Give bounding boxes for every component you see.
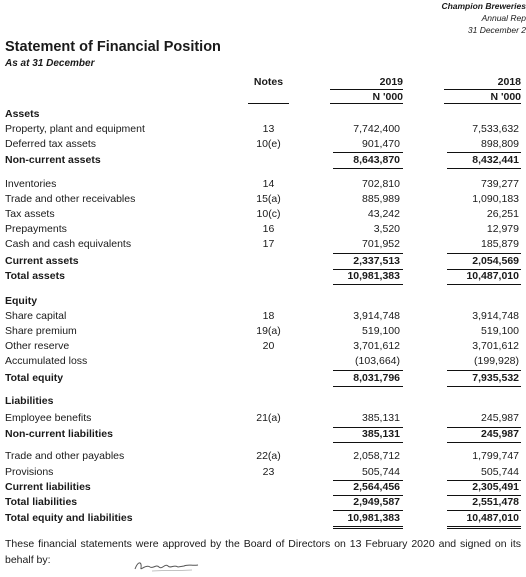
value-2019: 43,242 [367, 208, 400, 220]
subtotal-row [0, 153, 526, 168]
year-2019-column-header [330, 73, 403, 104]
subtotal-row [0, 480, 526, 495]
divider [447, 168, 521, 169]
section-heading-liabilities [0, 394, 526, 409]
row-label: Total assets [5, 270, 65, 282]
table-row [0, 177, 526, 192]
value-2018: 505,744 [481, 466, 519, 478]
divider [447, 528, 521, 529]
value-2019: 10,981,383 [347, 270, 400, 282]
section-heading-equity [0, 294, 526, 309]
value-2018: 1,090,183 [472, 193, 519, 205]
row-note: 10(e) [256, 138, 281, 150]
value-2019: 901,470 [362, 138, 400, 150]
row-label: Total liabilities [5, 496, 78, 508]
row-label: Other reserve [5, 340, 70, 352]
table-row [0, 354, 526, 369]
value-2018: (199,928) [474, 355, 519, 367]
value-2018: 7,935,532 [472, 372, 519, 384]
value-2018: 2,305,491 [472, 481, 519, 493]
row-label: Assets [5, 108, 40, 120]
row-label: Liabilities [5, 395, 54, 407]
row-label: Property, plant and equipment [5, 123, 145, 135]
value-2019: (103,664) [355, 355, 400, 367]
row-note: 22(a) [256, 450, 281, 462]
year-2018-column-header [444, 73, 521, 104]
row-label: Cash and cash equivalents [5, 238, 132, 250]
table-row [0, 324, 526, 339]
total-row [0, 269, 526, 284]
total-row [0, 495, 526, 510]
value-2019: 8,643,870 [353, 154, 400, 166]
total-row [0, 371, 526, 386]
row-note: 21(a) [256, 412, 281, 424]
row-note: 10(c) [256, 208, 281, 220]
row-label: Deferred tax assets [5, 138, 97, 150]
value-2019: 385,131 [362, 428, 400, 440]
row-note: 14 [262, 178, 275, 190]
value-2019: 8,031,796 [353, 372, 400, 384]
value-2018: 245,987 [481, 412, 519, 424]
row-label: Inventories [5, 178, 57, 190]
value-2019: 2,949,587 [353, 496, 400, 508]
divider [333, 528, 403, 529]
value-2018: 12,979 [486, 223, 519, 235]
notes-column-header: Notes [248, 73, 289, 104]
report-date: 31 December 2 [467, 25, 526, 35]
value-2018: 10,487,010 [466, 270, 519, 282]
value-2018: 898,809 [481, 138, 519, 150]
value-2018: 245,987 [481, 428, 519, 440]
row-label: Non-current liabilities [5, 428, 113, 440]
row-label: Share capital [5, 310, 67, 322]
row-label: Prepayments [5, 223, 67, 235]
value-2018: 2,054,569 [472, 255, 519, 267]
table-row [0, 339, 526, 354]
page-title: Statement of Financial Position [5, 39, 221, 55]
row-label: Share premium [5, 325, 77, 337]
unit-2019-label: N '000 [330, 89, 403, 104]
value-2018: 1,799,747 [472, 450, 519, 462]
company-name: Champion Breweries [441, 1, 526, 11]
unit-2018-label: N '000 [444, 89, 521, 104]
table-row [0, 222, 526, 237]
row-note: 18 [262, 310, 275, 322]
value-2019: 519,100 [362, 325, 400, 337]
divider [333, 526, 403, 527]
row-label: Non-current assets [5, 154, 101, 166]
row-note: 20 [262, 340, 275, 352]
row-note: 19(a) [256, 325, 281, 337]
divider [333, 442, 403, 443]
divider [333, 284, 403, 285]
section-heading-assets [0, 107, 526, 122]
value-2018: 3,701,612 [472, 340, 519, 352]
divider [447, 386, 521, 387]
table-row [0, 207, 526, 222]
value-2018: 519,100 [481, 325, 519, 337]
signature-image [132, 558, 202, 574]
row-note: 23 [262, 466, 275, 478]
report-name: Annual Rep [481, 13, 526, 23]
table-row [0, 122, 526, 137]
table-row [0, 192, 526, 207]
row-note: 15(a) [256, 193, 281, 205]
row-label: Current assets [5, 255, 79, 267]
value-2018: 10,487,010 [466, 512, 519, 524]
value-2019: 3,520 [373, 223, 400, 235]
table-row [0, 309, 526, 324]
value-2018: 185,879 [481, 238, 519, 250]
row-label: Employee benefits [5, 412, 92, 424]
row-note: 17 [262, 238, 275, 250]
row-note: 13 [262, 123, 275, 135]
value-2019: 3,914,748 [353, 310, 400, 322]
value-2018: 8,432,441 [472, 154, 519, 166]
value-2019: 2,058,712 [353, 450, 400, 462]
divider [447, 284, 521, 285]
total-row [0, 511, 526, 526]
row-label: Total equity and liabilities [5, 512, 133, 524]
row-label: Equity [5, 295, 38, 307]
row-label: Provisions [5, 466, 54, 478]
divider [333, 386, 403, 387]
row-label: Trade and other receivables [5, 193, 136, 205]
divider [333, 168, 403, 169]
document-header [441, 0, 526, 36]
table-row [0, 465, 526, 480]
subtotal-row [0, 427, 526, 442]
approval-statement: These financial statements were approved by the Board of Directors on 13 February 2020 and signed on its behalf by: [5, 538, 521, 566]
divider [447, 526, 521, 527]
row-note: 16 [262, 223, 275, 235]
value-2018: 3,914,748 [472, 310, 519, 322]
value-2019: 3,701,612 [353, 340, 400, 352]
table-row [0, 411, 526, 426]
value-2019: 701,952 [362, 238, 400, 250]
row-label: Accumulated loss [5, 355, 88, 367]
divider [447, 442, 521, 443]
row-label: Tax assets [5, 208, 55, 220]
subtotal-row [0, 254, 526, 269]
value-2019: 885,989 [362, 193, 400, 205]
value-2019: 7,742,400 [353, 123, 400, 135]
value-2019: 2,337,513 [353, 255, 400, 267]
value-2019: 10,981,383 [347, 512, 400, 524]
page-subtitle: As at 31 December [5, 58, 95, 69]
row-label: Total equity [5, 372, 64, 384]
value-2018: 739,277 [481, 178, 519, 190]
year-2018-label: 2018 [497, 76, 521, 88]
value-2019: 385,131 [362, 412, 400, 424]
table-row [0, 449, 526, 464]
value-2018: 7,533,632 [472, 123, 519, 135]
year-2019-label: 2019 [379, 76, 403, 88]
value-2019: 2,564,456 [353, 481, 400, 493]
value-2019: 505,744 [362, 466, 400, 478]
value-2018: 2,551,478 [472, 496, 519, 508]
table-row [0, 237, 526, 252]
value-2019: 702,810 [362, 178, 400, 190]
row-label: Trade and other payables [5, 450, 125, 462]
row-label: Current liabilities [5, 481, 91, 493]
value-2018: 26,251 [486, 208, 519, 220]
table-row [0, 137, 526, 152]
